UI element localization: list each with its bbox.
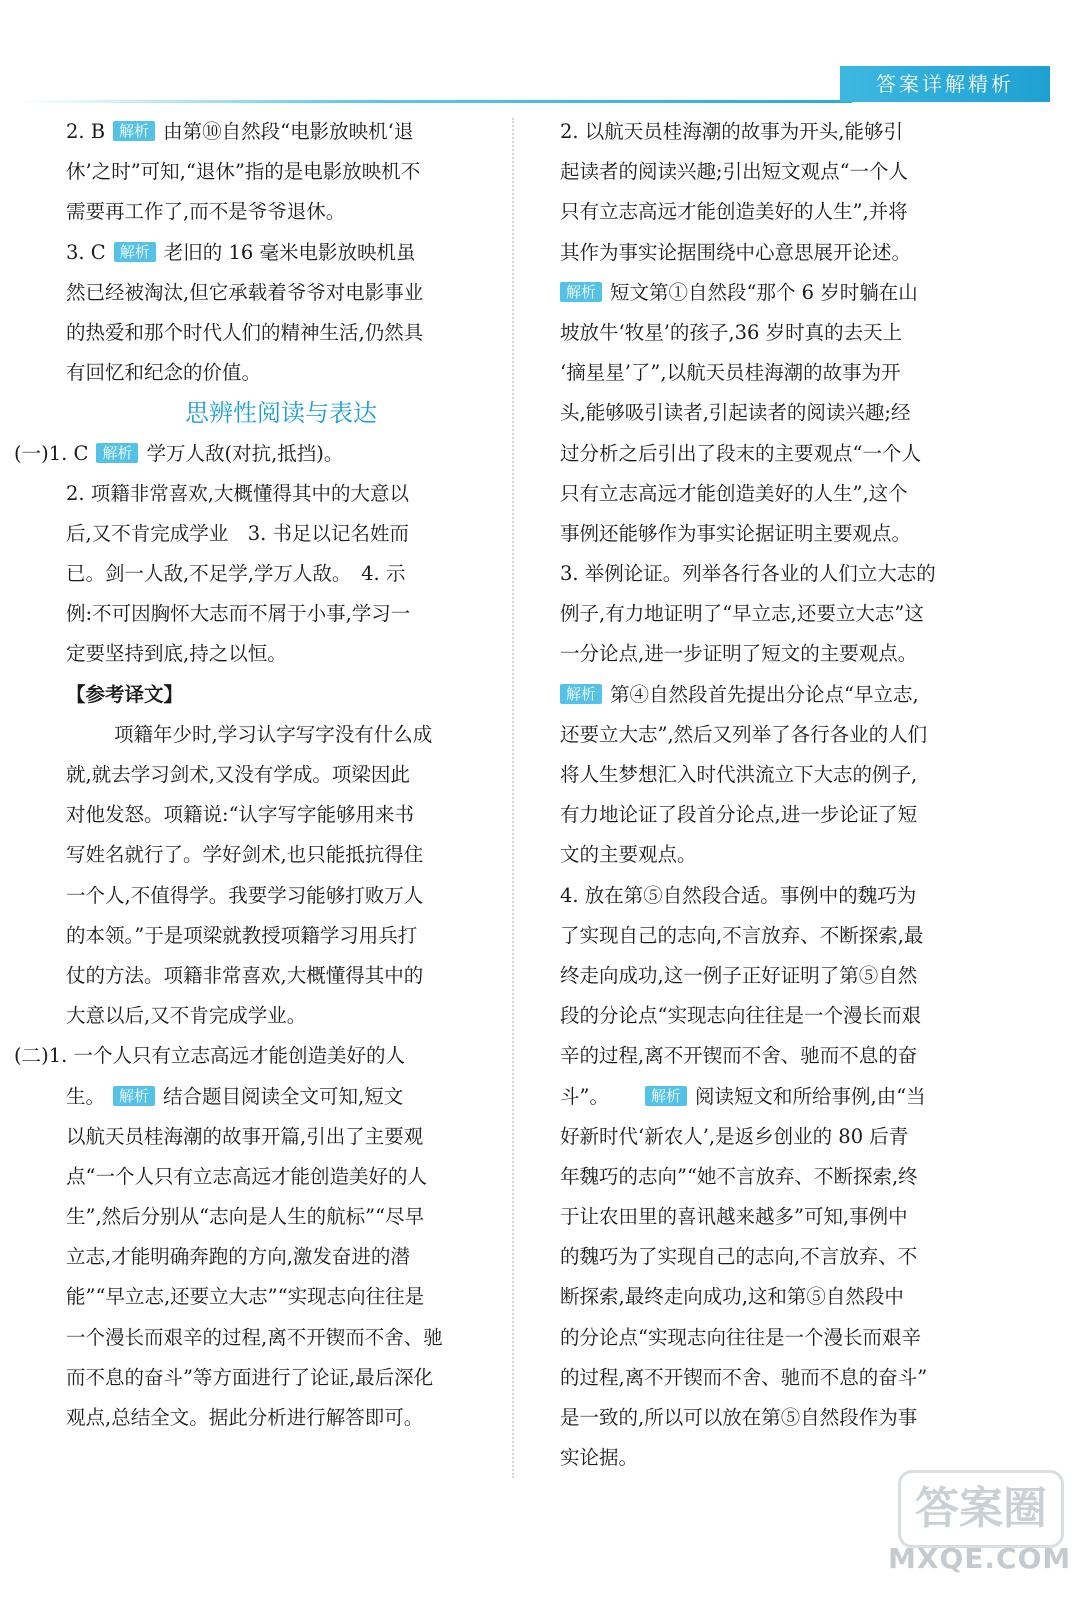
answer-line: 是一致的,所以可以放在第⑤自然段作为事 bbox=[560, 1406, 918, 1429]
answer-line bbox=[560, 675, 1020, 715]
translation-line: 项籍年少时,学习认字写字没有什么成 bbox=[114, 722, 433, 746]
answer-text: 学万人敌(对抗,抵挡)。 bbox=[146, 441, 344, 465]
answer-line: 断探索,最终走向成功,这和第⑤自然段中 bbox=[560, 1285, 904, 1309]
translation-line: 写姓名就行了。学好剑术,也只能抵抗得住 bbox=[66, 843, 424, 867]
header-rule bbox=[22, 100, 852, 103]
translation-line: 大意以后,又不肯完成学业。 bbox=[66, 1004, 307, 1028]
answer-line: 的分论点“实现志向往往是一个漫长而艰辛 bbox=[560, 1325, 921, 1349]
answer-text: 由第⑩自然段“电影放映机‘退 bbox=[163, 120, 414, 143]
analysis-badge: 解析 bbox=[113, 1086, 155, 1106]
answer-line: 观点,总结全文。据此分析进行解答即可。 bbox=[66, 1406, 424, 1429]
analysis-badge: 解析 bbox=[113, 121, 155, 141]
watermark-logo: 答案圈 bbox=[898, 1470, 1064, 1548]
answer-line: 头,能够吸引读者,引起读者的阅读兴趣;经 bbox=[560, 401, 911, 425]
analysis-badge: 解析 bbox=[645, 1086, 687, 1106]
translation-line: 就,就去学习剑术,又没有学成。项梁因此 bbox=[66, 763, 410, 786]
answer-line: 了实现自己的志向,不言放弃、不断探索,最 bbox=[560, 923, 924, 947]
analysis-badge: 解析 bbox=[560, 282, 602, 302]
answer-line: 实论据。 bbox=[560, 1446, 639, 1470]
translation-line: 的本领。”于是项梁就教授项籍学习用兵打 bbox=[66, 923, 418, 947]
answer-line: 于让农田里的喜讯越来越多”可知,事例中 bbox=[560, 1205, 908, 1229]
translation-line: 一个人,不值得学。我要学习能够打败万人 bbox=[66, 883, 424, 907]
header-tab: 答案详解精析 bbox=[840, 66, 1050, 102]
answer-line: 文的主要观点。 bbox=[560, 843, 697, 867]
answer-line: 还要立大志”,然后又列举了各行各业的人们 bbox=[560, 722, 928, 746]
answer-line: 立志,才能明确奔跑的方向,激发奋进的潜 bbox=[66, 1245, 410, 1269]
answer-line: 有回忆和纪念的价值。 bbox=[66, 361, 262, 385]
answer-line: 生”,然后分别从“志向是人生的航标”“尽早 bbox=[66, 1205, 425, 1229]
answer-line: (二)1. 一个人只有立志高远才能创造美好的人 bbox=[14, 1044, 406, 1068]
answer-line: 事例还能够作为事实论据证明主要观点。 bbox=[560, 521, 912, 545]
answer-line: 3. 举例论证。列举各行各业的人们立大志的 bbox=[560, 562, 936, 586]
answer-line: 只有立志高远才能创造美好的人生”,并将 bbox=[560, 200, 908, 224]
answer-line: 好新时代‘新农人’,是返乡创业的 80 后青 bbox=[560, 1124, 909, 1148]
answer-line: 的热爱和那个时代人们的精神生活,仍然具 bbox=[66, 320, 424, 344]
answer-line: 2. 项籍非常喜欢,大概懂得其中的大意以 bbox=[66, 481, 410, 505]
answer-line: 已。剑一人敌,不足学,学万人敌。 4. 示 bbox=[66, 562, 406, 586]
answer-line: 的魏巧为了实现自己的志向,不言放弃、不 bbox=[560, 1245, 918, 1269]
answer-line bbox=[30, 112, 492, 152]
answer-line: 定要坚持到底,持之以恒。 bbox=[66, 642, 287, 666]
answer-line: 休’之时”可知,“退休”指的是电影放映机不 bbox=[66, 160, 421, 184]
answer-text: 阅读短文和所给事例,由“当 bbox=[695, 1084, 926, 1108]
answer-line: 的过程,离不开锲而不舍、驰而不息的奋斗” bbox=[560, 1365, 928, 1389]
watermark bbox=[888, 1470, 1072, 1580]
answer-number: 3. C bbox=[66, 240, 106, 264]
analysis-badge: 解析 bbox=[96, 443, 138, 463]
answer-line: 起读者的阅读兴趣;引出短文观点“一个人 bbox=[560, 160, 909, 184]
column-divider bbox=[512, 118, 514, 1478]
answer-line: 以航天员桂海潮的故事开篇,引出了主要观 bbox=[66, 1124, 424, 1148]
answer-line bbox=[14, 434, 492, 474]
answer-line: 其作为事实论据围绕中心意思展开论述。 bbox=[560, 240, 912, 264]
answer-line: 需要再工作了,而不是爷爷退休。 bbox=[66, 200, 346, 224]
answer-line: 例子,有力地证明了“早立志,还要立大志”这 bbox=[560, 602, 924, 626]
answer-line: 过分析之后引出了段末的主要观点“一个人 bbox=[560, 441, 921, 465]
answer-line: 有力地论证了段首分论点,进一步论证了短 bbox=[560, 803, 918, 827]
analysis-badge: 解析 bbox=[114, 242, 156, 262]
left-column bbox=[14, 112, 492, 1438]
answer-line: 2. 以航天员桂海潮的故事为开头,能够引 bbox=[560, 120, 904, 143]
answer-number: 2. B bbox=[66, 120, 106, 143]
answer-line bbox=[560, 1077, 1020, 1117]
answer-line: 段的分论点“实现志向往往是一个漫长而艰 bbox=[560, 1004, 921, 1028]
answer-line: 能”“早立志,还要立大志”“实现志向往往是 bbox=[66, 1285, 425, 1309]
answer-text: 结合题目阅读全文可知,短文 bbox=[163, 1084, 404, 1108]
answer-text: 老旧的 16 毫米电影放映机虽 bbox=[163, 240, 416, 264]
translation-line: 仗的方法。项籍非常喜欢,大概懂得其中的 bbox=[66, 963, 424, 987]
analysis-badge: 解析 bbox=[560, 684, 602, 704]
watermark-site: MXQE.COM bbox=[888, 1542, 1072, 1575]
section-title: 思辨性阅读与表达 bbox=[185, 399, 377, 428]
reference-translation-title: 【参考译文】 bbox=[66, 682, 184, 706]
answer-line bbox=[30, 1077, 492, 1117]
answer-line: 点“一个人只有立志高远才能创造美好的人 bbox=[66, 1164, 427, 1188]
answer-line: 后,又不肯完成学业 3. 书足以记名姓而 bbox=[66, 521, 410, 545]
answer-line: ‘摘星星’了”,以航天员桂海潮的故事为开 bbox=[560, 361, 901, 385]
answer-line: 一分论点,进一步证明了短文的主要观点。 bbox=[560, 642, 918, 666]
answer-line: 例:不可因胸怀大志而不屑于小事,学习一 bbox=[66, 602, 411, 626]
answer-line bbox=[30, 233, 492, 273]
answer-line: 坡放牛‘牧星’的孩子,36 岁时真的去天上 bbox=[560, 320, 903, 344]
answer-line: 而不息的奋斗”等方面进行了论证,最后深化 bbox=[66, 1365, 434, 1389]
answer-line: 年魏巧的志向”“她不言放弃、不断探索,终 bbox=[560, 1164, 918, 1188]
answer-line: 然已经被淘汰,但它承载着爷爷对电影事业 bbox=[66, 280, 424, 304]
right-column bbox=[560, 112, 1020, 1478]
translation-line: 对他发怒。项籍说:“认字写字能够用来书 bbox=[66, 803, 415, 827]
answer-line: 终走向成功,这一例子正好证明了第⑤自然 bbox=[560, 963, 918, 987]
answer-text: 斗”。 bbox=[560, 1084, 609, 1108]
answer-line: 辛的过程,离不开锲而不舍、驰而不息的奋 bbox=[560, 1044, 918, 1068]
answer-line: 只有立志高远才能创造美好的人生”,这个 bbox=[560, 481, 908, 505]
answer-line: 4. 放在第⑤自然段合适。事例中的魏巧为 bbox=[560, 883, 917, 907]
answer-line: 将人生梦想汇入时代洪流立下大志的例子, bbox=[560, 763, 918, 786]
answer-text: 短文第①自然段“那个 6 岁时躺在山 bbox=[610, 280, 918, 304]
answer-line: 一个漫长而艰辛的过程,离不开锲而不舍、驰 bbox=[66, 1325, 443, 1349]
answer-number: (一)1. C bbox=[14, 441, 89, 465]
answer-text: 第④自然段首先提出分论点“早立志, bbox=[610, 682, 919, 706]
answer-text: 生。 bbox=[66, 1084, 106, 1108]
answer-line bbox=[560, 273, 1020, 313]
